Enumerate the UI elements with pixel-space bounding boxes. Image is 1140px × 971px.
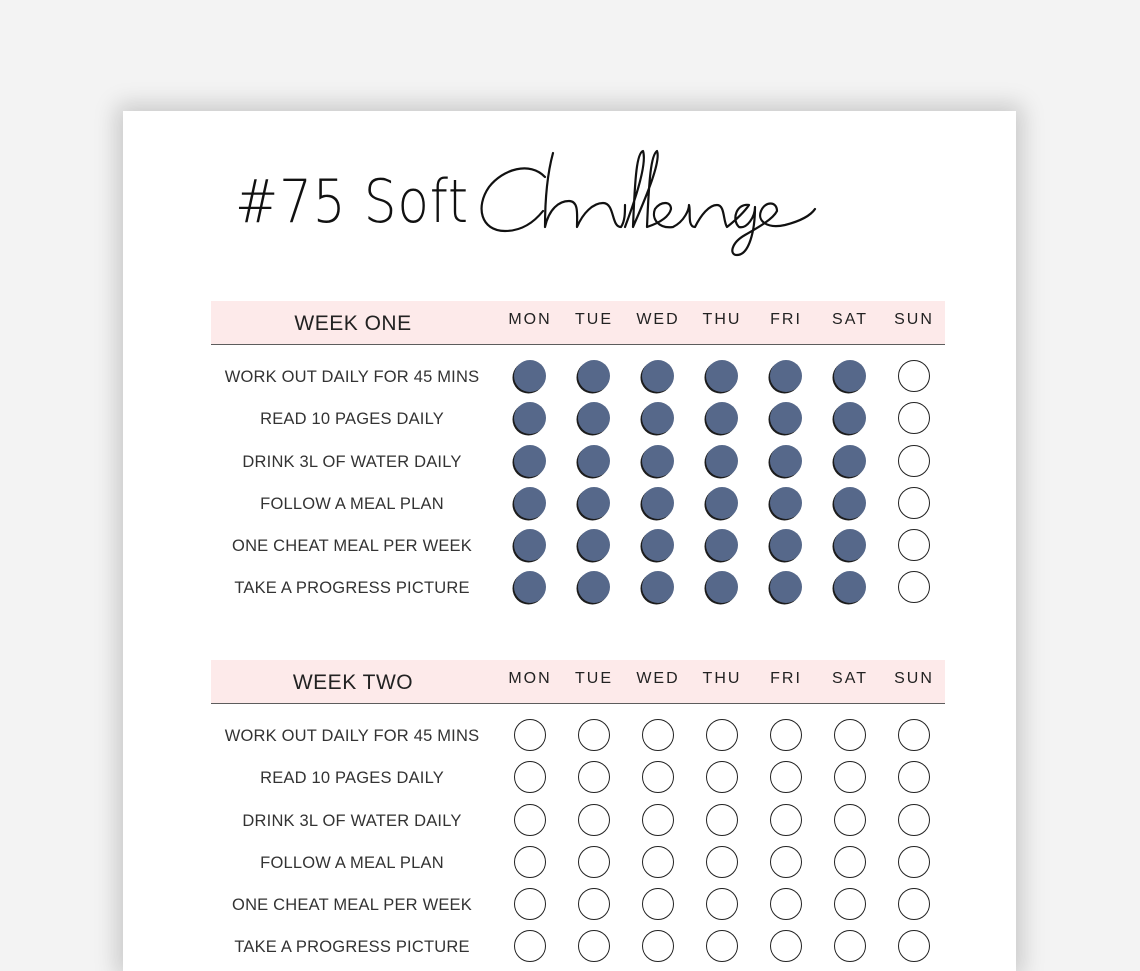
empty-circle[interactable] [898, 804, 930, 836]
challenge-sheet [123, 111, 1016, 971]
task-label: READ 10 PAGES DAILY [260, 769, 444, 788]
checked-circle[interactable] [642, 487, 674, 519]
checked-circle[interactable] [706, 571, 738, 603]
empty-circle[interactable] [770, 930, 802, 962]
empty-circle[interactable] [578, 930, 610, 962]
day-header: TUE [575, 670, 613, 687]
week-header [211, 660, 945, 704]
day-header: FRI [770, 670, 802, 687]
empty-circle[interactable] [770, 846, 802, 878]
checked-circle[interactable] [834, 402, 866, 434]
day-header: THU [702, 670, 742, 687]
day-header: SUN [894, 670, 934, 687]
checked-circle[interactable] [642, 571, 674, 603]
day-header: FRI [770, 311, 802, 328]
day-header: WED [636, 311, 680, 328]
empty-circle[interactable] [770, 888, 802, 920]
day-header: THU [702, 311, 742, 328]
task-row [211, 885, 945, 927]
day-header: TUE [575, 311, 613, 328]
checked-circle[interactable] [770, 360, 802, 392]
empty-circle[interactable] [770, 719, 802, 751]
empty-circle[interactable] [642, 719, 674, 751]
empty-circle[interactable] [706, 846, 738, 878]
empty-circle[interactable] [770, 761, 802, 793]
empty-circle[interactable] [514, 804, 546, 836]
checked-circle[interactable] [642, 529, 674, 561]
empty-circle[interactable] [706, 888, 738, 920]
empty-circle[interactable] [514, 888, 546, 920]
checked-circle[interactable] [834, 360, 866, 392]
empty-circle[interactable] [578, 761, 610, 793]
checked-circle[interactable] [706, 402, 738, 434]
task-row [211, 758, 945, 800]
empty-circle[interactable] [898, 529, 930, 561]
checked-circle[interactable] [578, 402, 610, 434]
task-row [211, 357, 945, 399]
empty-circle[interactable] [898, 888, 930, 920]
task-label: DRINK 3L OF WATER DAILY [242, 811, 462, 830]
empty-circle[interactable] [898, 487, 930, 519]
empty-circle[interactable] [514, 761, 546, 793]
task-label: TAKE A PROGRESS PICTURE [234, 938, 470, 957]
task-label: DRINK 3L OF WATER DAILY [242, 452, 462, 471]
empty-circle[interactable] [642, 930, 674, 962]
day-header: SUN [894, 311, 934, 328]
checked-circle[interactable] [770, 571, 802, 603]
week-section [211, 660, 945, 970]
empty-circle[interactable] [898, 445, 930, 477]
title [123, 135, 1016, 255]
empty-circle[interactable] [898, 402, 930, 434]
empty-circle[interactable] [578, 888, 610, 920]
checked-circle[interactable] [770, 487, 802, 519]
title-print-text: #75 Soft [235, 167, 470, 237]
empty-circle[interactable] [578, 719, 610, 751]
week-header [211, 301, 945, 345]
task-row [211, 526, 945, 568]
empty-circle[interactable] [706, 719, 738, 751]
task-label: FOLLOW A MEAL PLAN [260, 853, 444, 872]
checked-circle[interactable] [770, 402, 802, 434]
checked-circle[interactable] [578, 360, 610, 392]
empty-circle[interactable] [898, 719, 930, 751]
task-row [211, 801, 945, 843]
week-title: WEEK ONE [294, 312, 412, 335]
empty-circle[interactable] [514, 719, 546, 751]
empty-circle[interactable] [834, 930, 866, 962]
checked-circle[interactable] [578, 445, 610, 477]
checked-circle[interactable] [578, 529, 610, 561]
task-row [211, 927, 945, 969]
checked-circle[interactable] [706, 529, 738, 561]
task-row [211, 716, 945, 758]
checked-circle[interactable] [834, 487, 866, 519]
empty-circle[interactable] [642, 888, 674, 920]
checked-circle[interactable] [642, 360, 674, 392]
task-row [211, 399, 945, 441]
empty-circle[interactable] [898, 571, 930, 603]
checked-circle[interactable] [514, 360, 546, 392]
empty-circle[interactable] [578, 804, 610, 836]
checked-circle[interactable] [578, 571, 610, 603]
empty-circle[interactable] [834, 888, 866, 920]
task-row [211, 484, 945, 526]
empty-circle[interactable] [770, 804, 802, 836]
empty-circle[interactable] [834, 846, 866, 878]
day-header: SAT [832, 311, 868, 328]
task-row [211, 442, 945, 484]
empty-circle[interactable] [834, 804, 866, 836]
checked-circle[interactable] [514, 571, 546, 603]
empty-circle[interactable] [514, 930, 546, 962]
checked-circle[interactable] [578, 487, 610, 519]
day-header: WED [636, 670, 680, 687]
checked-circle[interactable] [706, 360, 738, 392]
week-title: WEEK TWO [292, 671, 414, 694]
empty-circle[interactable] [706, 930, 738, 962]
checked-circle[interactable] [706, 445, 738, 477]
checked-circle[interactable] [514, 529, 546, 561]
week-section [211, 301, 945, 611]
checked-circle[interactable] [834, 529, 866, 561]
task-label: READ 10 PAGES DAILY [260, 410, 444, 429]
checked-circle[interactable] [642, 445, 674, 477]
task-row [211, 568, 945, 610]
checked-circle[interactable] [642, 402, 674, 434]
task-label: ONE CHEAT MEAL PER WEEK [232, 896, 472, 915]
empty-circle[interactable] [898, 846, 930, 878]
checked-circle[interactable] [834, 571, 866, 603]
empty-circle[interactable] [514, 846, 546, 878]
checked-circle[interactable] [706, 487, 738, 519]
task-row [211, 843, 945, 885]
task-label: ONE CHEAT MEAL PER WEEK [232, 537, 472, 556]
empty-circle[interactable] [578, 846, 610, 878]
day-header: MON [508, 311, 552, 328]
empty-circle[interactable] [642, 761, 674, 793]
day-header: SAT [832, 670, 868, 687]
checked-circle[interactable] [834, 445, 866, 477]
empty-circle[interactable] [834, 761, 866, 793]
task-label: FOLLOW A MEAL PLAN [260, 494, 444, 513]
task-label: WORK OUT DAILY FOR 45 MINS [224, 368, 480, 386]
empty-circle[interactable] [898, 360, 930, 392]
empty-circle[interactable] [642, 804, 674, 836]
empty-circle[interactable] [642, 846, 674, 878]
checked-circle[interactable] [514, 487, 546, 519]
empty-circle[interactable] [834, 719, 866, 751]
task-label: TAKE A PROGRESS PICTURE [234, 579, 470, 598]
empty-circle[interactable] [706, 761, 738, 793]
task-label: WORK OUT DAILY FOR 45 MINS [224, 727, 480, 745]
empty-circle[interactable] [898, 761, 930, 793]
checked-circle[interactable] [770, 529, 802, 561]
checked-circle[interactable] [514, 402, 546, 434]
day-header: MON [508, 670, 552, 687]
checked-circle[interactable] [770, 445, 802, 477]
empty-circle[interactable] [706, 804, 738, 836]
checked-circle[interactable] [514, 445, 546, 477]
empty-circle[interactable] [898, 930, 930, 962]
